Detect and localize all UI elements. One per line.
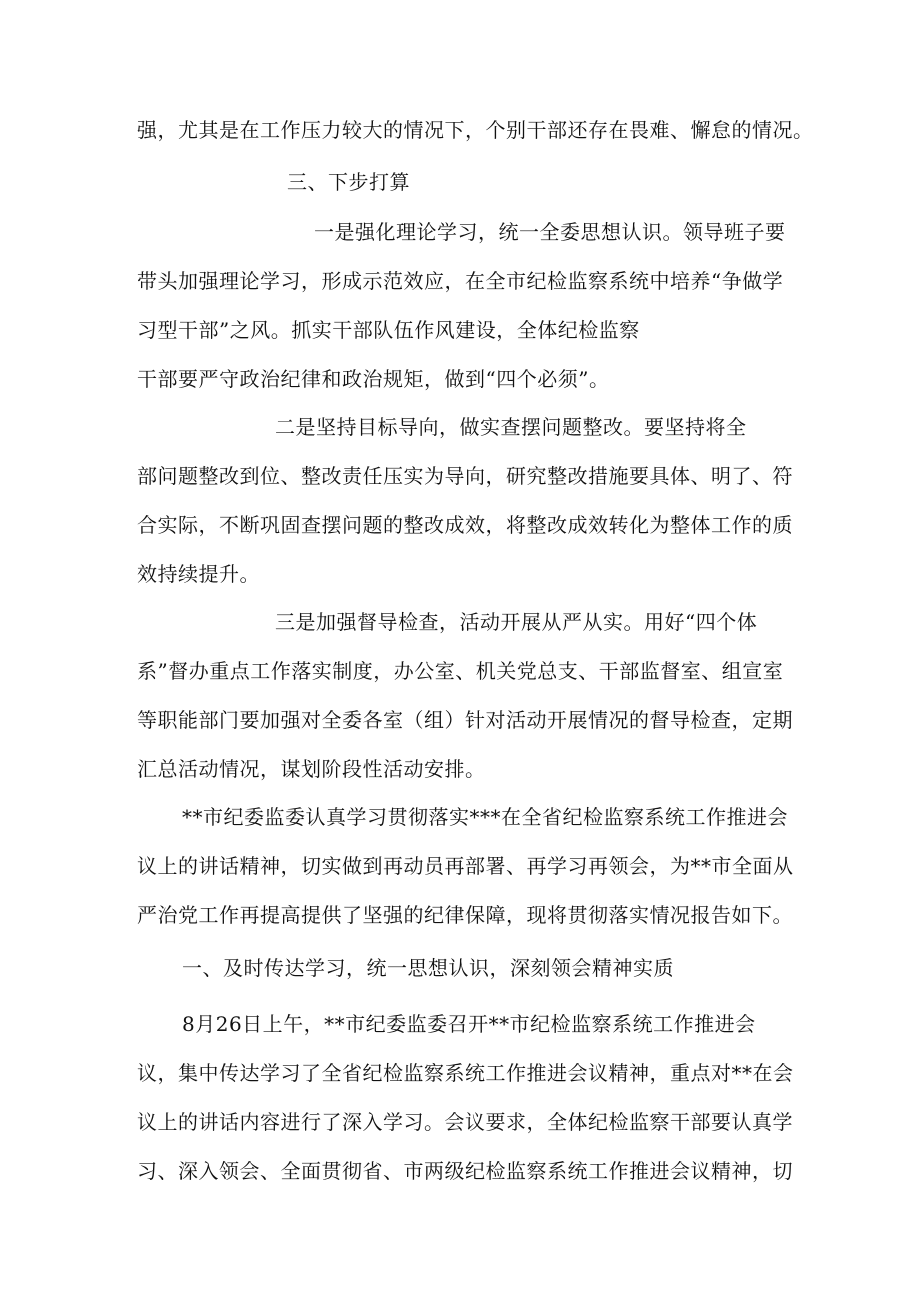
- text-line: 议上的讲话精神，切实做到再动员再部署、再学习再领会，为**市全面从: [137, 854, 794, 878]
- text-line: 带头加强理论学习，形成示范效应，在全市纪检监察系统中培养“争做学: [137, 269, 784, 293]
- text-line: 干部要严守政治纪律和政治规矩，做到“四个必须”。: [137, 367, 610, 391]
- text-line: 习型干部”之风。抓实干部队伍作风建设，全体纪检监察: [137, 318, 640, 342]
- text-line: 强，尤其是在工作压力较大的情况下，个别干部还存在畏难、懈怠的情况。: [137, 118, 814, 142]
- text-line: **市纪委监委认真学习贯彻落实***在全省纪检监察系统工作推进会: [182, 805, 788, 829]
- text-line: 系”督办重点工作落实制度，办公室、机关党总支、干部监督室、组宣室: [137, 659, 784, 683]
- text-line: 习、深入领会、全面贯彻省、市两级纪检监察系统工作推进会议精神，切: [137, 1159, 793, 1183]
- text-line: 议，集中传达学习了全省纪检监察系统工作推进会议精神，重点对**在会: [137, 1061, 794, 1085]
- text-line: 8月26日上午，**市纪委监委召开**市纪检监察系统工作推进会: [182, 1012, 756, 1036]
- text-line: 部问题整改到位、整改责任压实为导向，研究整改措施要具体、明了、符: [137, 464, 793, 488]
- section-heading: 三、下步打算: [287, 170, 410, 194]
- text-line: 效持续提升。: [137, 562, 260, 586]
- text-line: 一是强化理论学习，统一全委思想认识。领导班子要: [314, 220, 786, 244]
- text-line: 汇总活动情况，谋划阶段性活动安排。: [137, 757, 486, 781]
- text-line: 等职能部门要加强对全委各室（组）针对活动开展情况的督导检查，定期: [137, 708, 793, 732]
- text-line: 议上的讲话内容进行了深入学习。会议要求，全体纪检监察干部要认真学: [137, 1110, 793, 1134]
- text-line: 合实际，不断巩固查摆问题的整改成效，将整改成效转化为整体工作的质: [137, 513, 793, 537]
- text-line: 二是坚持目标导向，做实查摆问题整改。要坚持将全: [275, 415, 747, 439]
- section-heading: 一、及时传达学习，统一思想认识，深刻领会精神实质: [182, 956, 674, 980]
- text-line: 严治党工作再提高提供了坚强的纪律保障，现将贯彻落实情况报告如下。: [137, 903, 793, 927]
- text-line: 三是加强督导检查，活动开展从严从实。用好“四个体: [275, 610, 758, 634]
